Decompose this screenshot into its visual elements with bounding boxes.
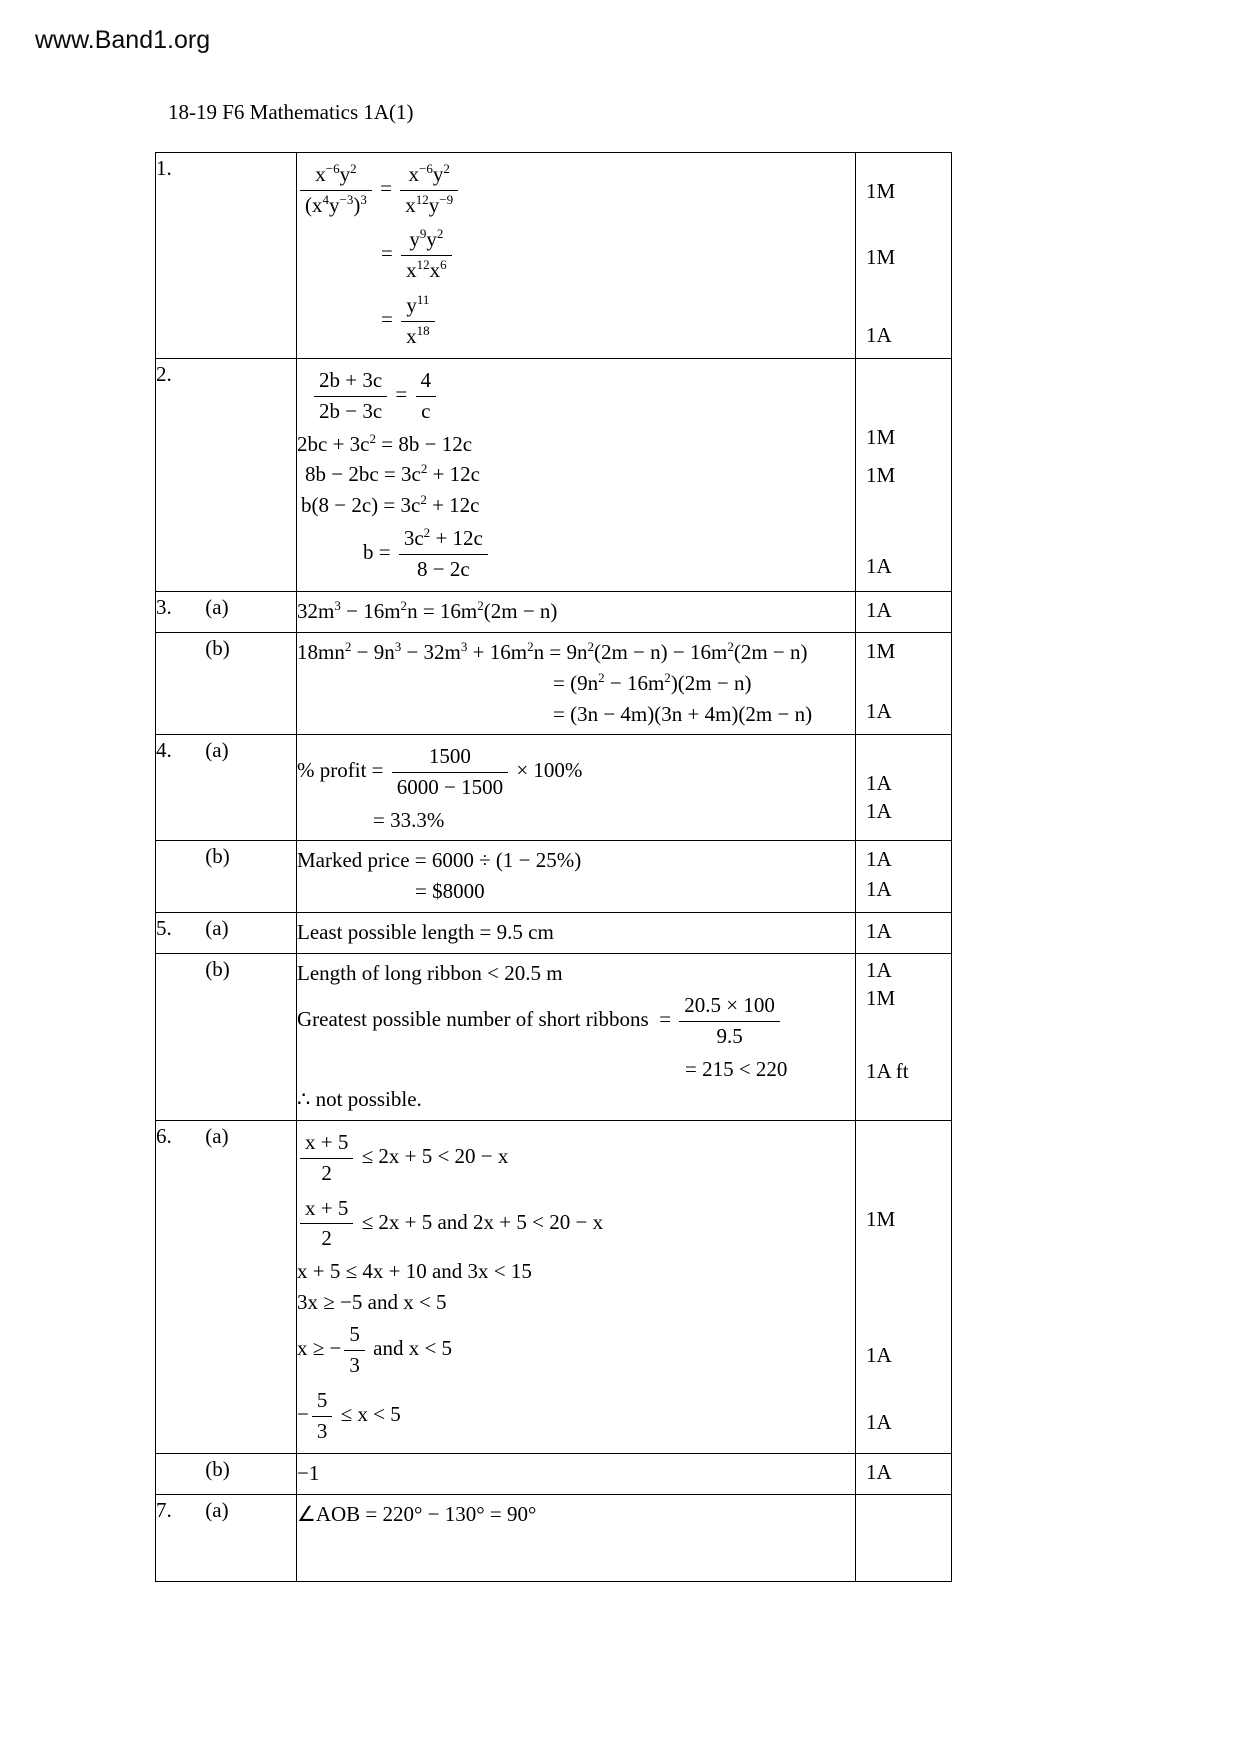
math-line: = 33.3% (373, 807, 445, 832)
math-line: $\frac{x^{-6}y^2}{(x^4y^{-3})^3}$ = $\frac{x^{-6}y^2}{x^{12}y^{-9}}$ (297, 159, 855, 221)
table-row (156, 953, 952, 1121)
working-cell (297, 592, 856, 633)
question-id-cell (156, 953, 297, 1121)
table-row (156, 841, 952, 912)
math-line: $2bc + 3c^2 = 8b - 12c$ (297, 430, 473, 456)
question-number: 1. (156, 156, 172, 180)
math-line: $32m^3 - 16m^2n = 16m^2(2m - n)$ (297, 598, 558, 624)
marks-cell (856, 1495, 952, 1582)
question-number: 2. (156, 362, 172, 387)
question-id-cell (156, 592, 297, 633)
question-part: (a) (205, 738, 229, 763)
math-line: $\frac{2b + 3c}{2b - 3c}$ = $\frac{4}{c}$ (311, 365, 855, 427)
marks-cell (856, 1121, 952, 1454)
mark-label: 1A (866, 554, 892, 579)
math-line: x ≥ − $\frac{5}{3}$ and x < 5 (297, 1319, 855, 1381)
working-cell (297, 735, 856, 841)
marks-cell (856, 953, 952, 1121)
site-watermark: www.Band1.org (35, 26, 211, 54)
math-line: 3x ≥ −5 and x < 5 (297, 1289, 447, 1314)
marking-scheme-table (155, 152, 952, 1582)
mark-label: 1M (866, 179, 896, 203)
question-part: (a) (205, 1498, 229, 1523)
math-line: ∠AOB = 220° − 130° = 90° (297, 1502, 537, 1527)
question-part: (b) (205, 636, 230, 661)
question-part: (b) (205, 844, 230, 869)
math-line: $\frac{x + 5}{2}$ ≤ 2x + 5 and 2x + 5 < 20 − x (297, 1193, 855, 1255)
question-number: 7. (156, 1498, 172, 1523)
working-cell (297, 1454, 856, 1495)
working-cell (297, 953, 856, 1121)
mark-label: 1A (866, 957, 892, 982)
document-title: 18-19 F6 Mathematics 1A(1) (168, 100, 414, 124)
mark-label: 1A (866, 799, 892, 824)
math-line: −1 (297, 1461, 320, 1486)
marks-cell (856, 1454, 952, 1495)
question-number: 5. (156, 915, 172, 940)
table-row (156, 153, 952, 359)
mark-label: 1M (866, 985, 896, 1010)
mark-label: 1A (866, 847, 892, 872)
math-line: − $\frac{5}{3}$ ≤ x < 5 (297, 1385, 855, 1447)
question-id-cell (156, 841, 297, 912)
mark-label: 1M (866, 425, 896, 450)
mark-label: 1A (866, 1343, 892, 1368)
table-row (156, 1495, 952, 1582)
marks-cell (856, 592, 952, 633)
math-line: $\frac{x + 5}{2}$ ≤ 2x + 5 < 20 − x (297, 1127, 855, 1189)
math-line: = $(9n^2 - 16m^2)(2m - n)$ (553, 669, 752, 695)
math-line: % profit = $\frac{1500}{6000 - 1500}$ × 100% (297, 741, 855, 803)
marks-cell (856, 359, 952, 592)
math-line: = 215 < 220 (685, 1056, 788, 1081)
math-line: = $8000 (415, 879, 485, 904)
math-line: b = $\frac{3c^2 + 12c}{8 - 2c}$ (363, 523, 855, 585)
mark-label: 1A (866, 598, 892, 623)
table-row (156, 912, 952, 953)
question-number: 3. (156, 595, 172, 620)
question-id-cell (156, 1454, 297, 1495)
question-id-cell (156, 735, 297, 841)
marks-cell (856, 633, 952, 735)
table-row (156, 1121, 952, 1454)
table-row (156, 1454, 952, 1495)
math-line: $18mn^2 - 9n^3 - 32m^3 + 16m^2n = 9n^2(2m - n) - 16m^2(2m - n)$ (297, 639, 808, 665)
working-cell (297, 841, 856, 912)
math-line: Length of long ribbon < 20.5 m (297, 960, 563, 985)
table-row (156, 359, 952, 592)
marks-cell (856, 735, 952, 841)
working-cell (297, 633, 856, 735)
table-row (156, 592, 952, 633)
question-number: 6. (156, 1124, 172, 1149)
mark-label: 1M (866, 1207, 896, 1232)
mark-label: 1A (866, 877, 892, 902)
mark-label: 1A (866, 918, 892, 943)
math-line: = $\frac{y^{11}}{x^{18}}$ (381, 290, 855, 352)
mark-label: 1A (866, 1410, 892, 1435)
math-line: x + 5 ≤ 4x + 10 and 3x < 15 (297, 1259, 532, 1283)
table-row (156, 735, 952, 841)
question-id-cell (156, 633, 297, 735)
mark-label: 1M (866, 463, 896, 488)
marks-cell (856, 841, 952, 912)
working-cell (297, 912, 856, 953)
math-line: $b(8 - 2c) = 3c^2 + 12c$ (301, 492, 480, 518)
question-part: (b) (205, 1457, 230, 1482)
working-cell (297, 1495, 856, 1582)
marks-cell (856, 912, 952, 953)
math-line: Marked price = 6000 ÷ (1 − 25%) (297, 848, 582, 873)
table-row (156, 633, 952, 735)
math-line: $8b - 2bc = 3c^2 + 12c$ (305, 461, 481, 487)
marks-cell (856, 153, 952, 359)
row-spacer (297, 1532, 855, 1578)
question-id-cell (156, 153, 297, 359)
mark-label: 1A (866, 1460, 892, 1485)
mark-label: 1A (866, 699, 892, 724)
mark-label: 1A (866, 771, 892, 796)
mark-label: 1A ft (866, 1059, 909, 1084)
math-line: ∴ not possible. (297, 1087, 422, 1112)
question-id-cell (156, 1121, 297, 1454)
question-part: (a) (205, 595, 229, 620)
working-cell (297, 359, 856, 592)
question-id-cell (156, 1495, 297, 1582)
working-cell (297, 153, 856, 359)
math-line: Greatest possible number of short ribbons = $\frac{20.5 \times 100}{9.5}$ (297, 990, 855, 1052)
question-id-cell (156, 359, 297, 592)
math-line: = $\frac{y^9y^2}{x^{12}x^6}$ (381, 224, 855, 286)
question-id-cell (156, 912, 297, 953)
working-cell (297, 1121, 856, 1454)
question-number: 4. (156, 738, 172, 763)
question-part: (b) (205, 956, 230, 981)
mark-label: 1A (866, 323, 892, 348)
question-part: (a) (205, 1124, 229, 1149)
math-line: = (3n − 4m)(3n + 4m)(2m − n) (553, 701, 813, 726)
math-line: Least possible length = 9.5 cm (297, 919, 554, 944)
mark-label: 1M (866, 245, 896, 269)
question-part: (a) (205, 915, 229, 940)
mark-label: 1M (866, 639, 896, 664)
